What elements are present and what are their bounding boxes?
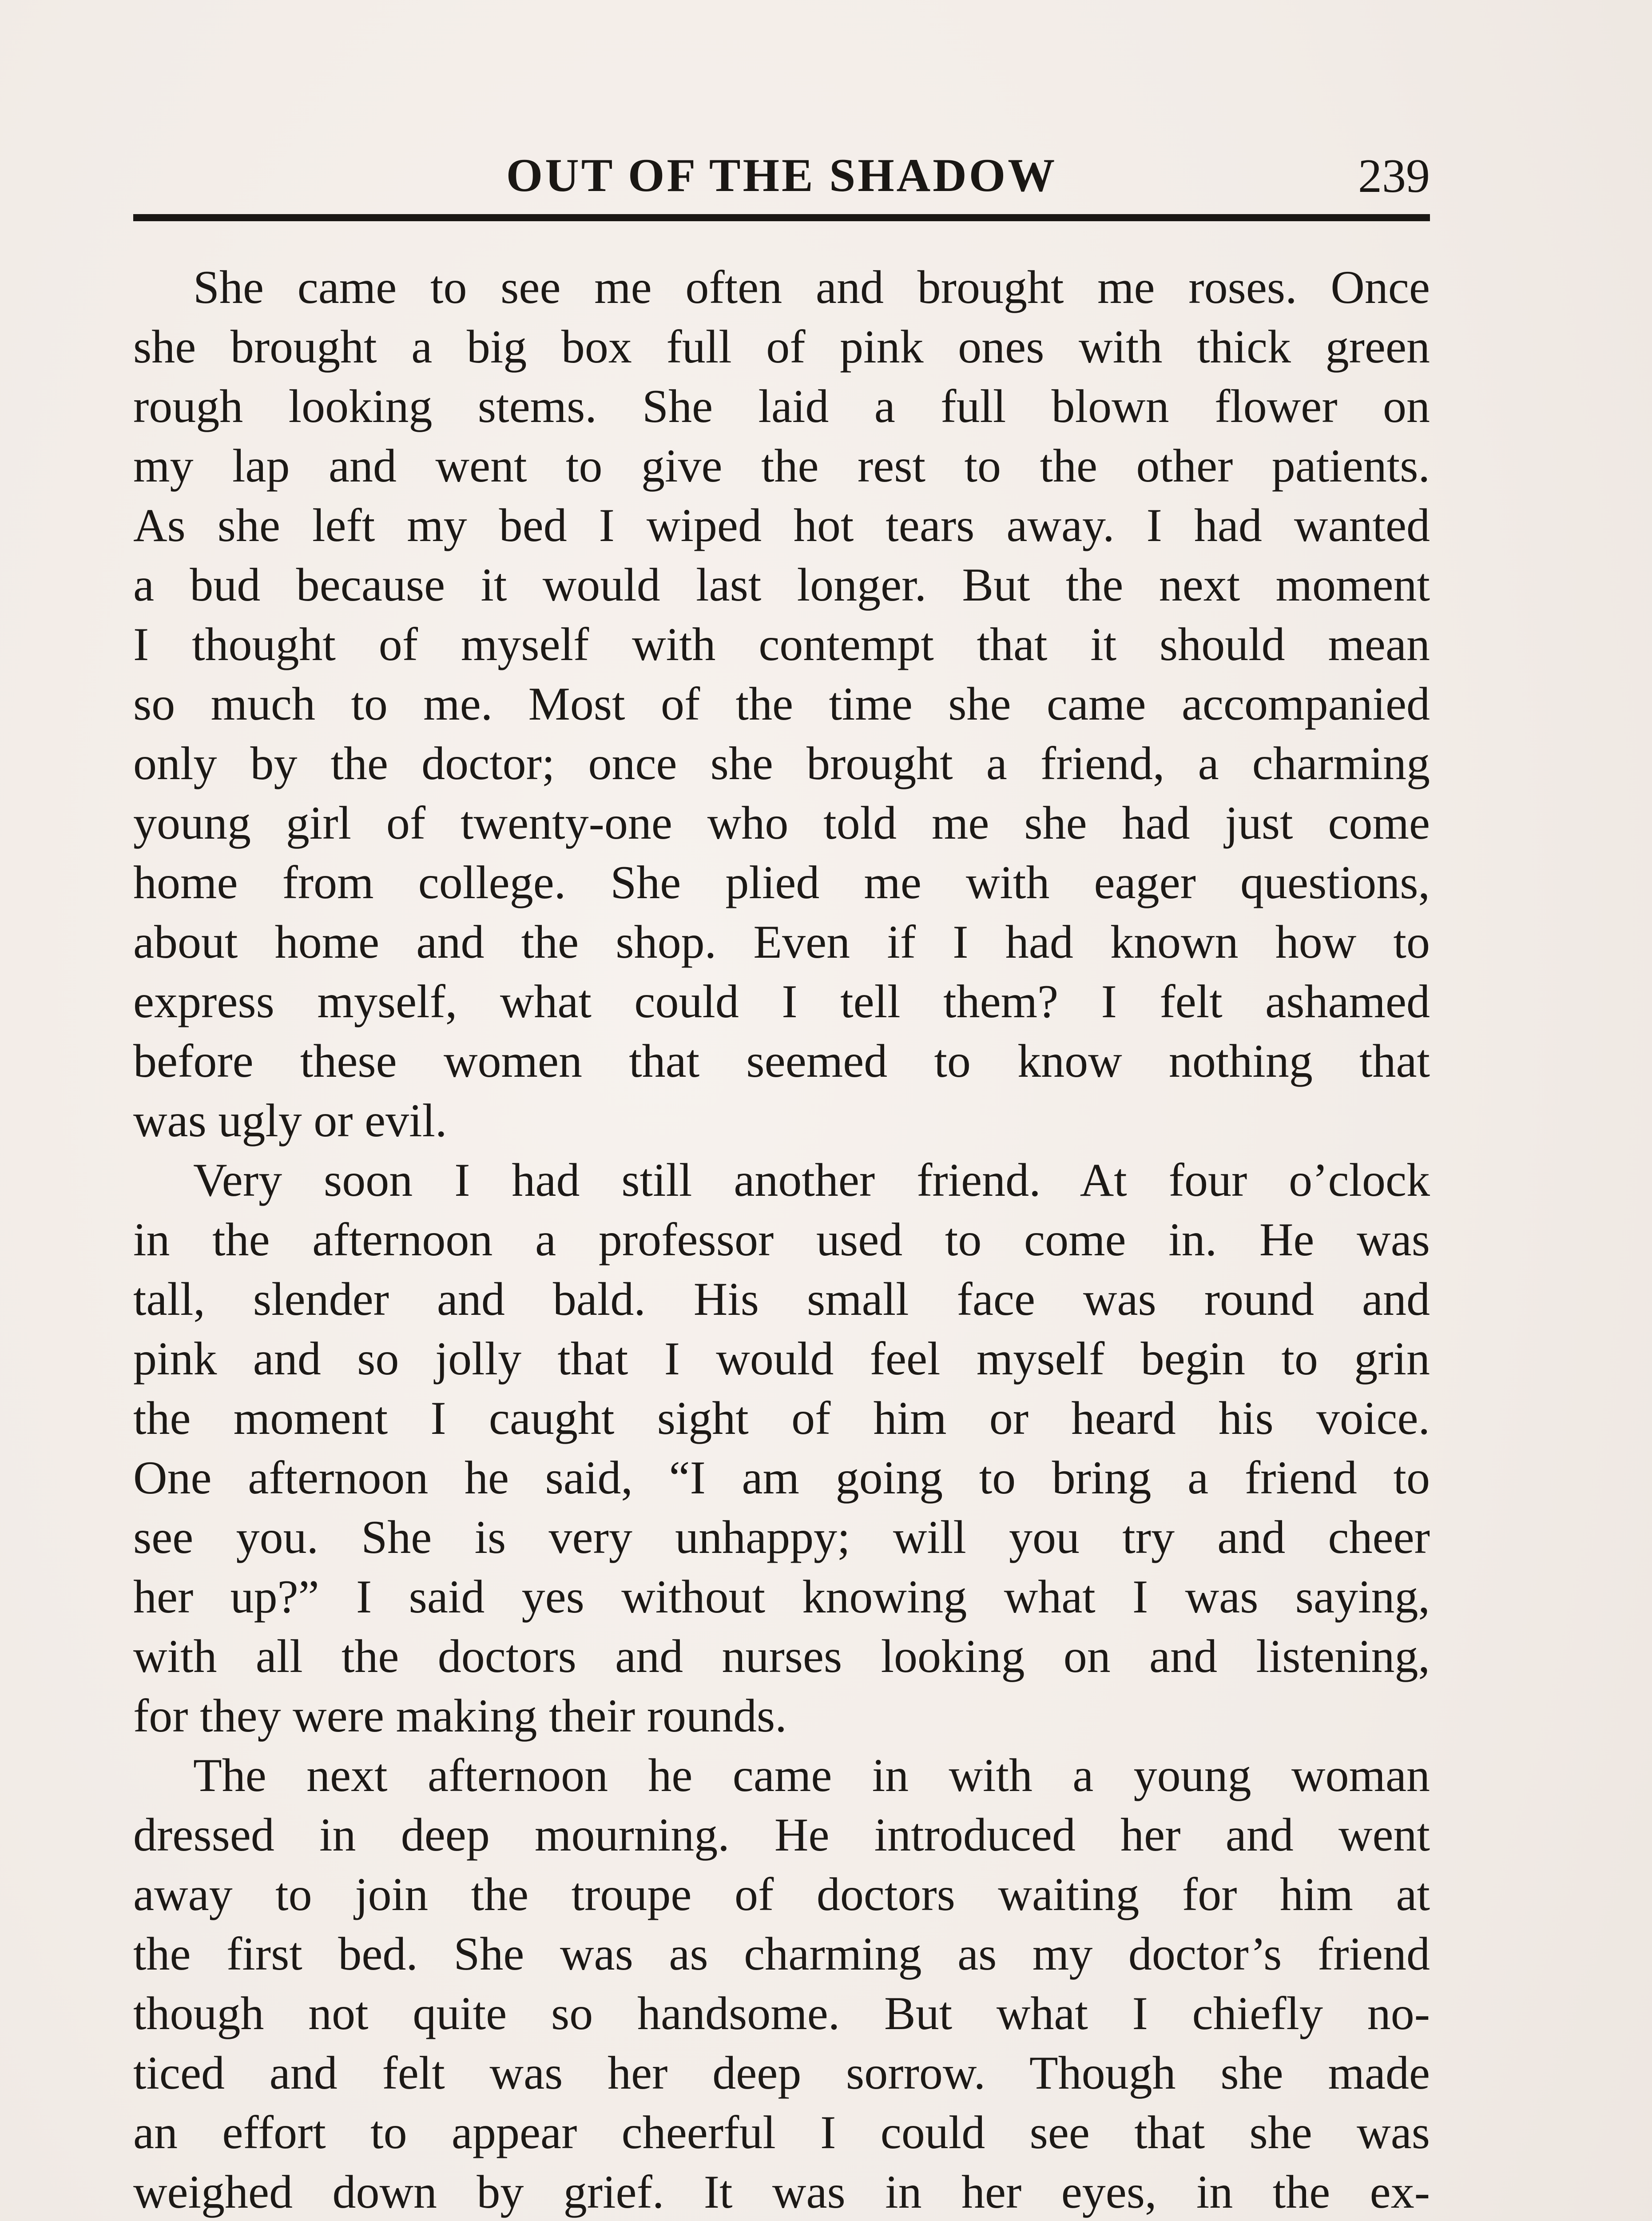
header-rule <box>133 214 1430 221</box>
text-line: Very soon I had still another friend. At four o’clock <box>193 1154 1430 1206</box>
text-line: was ugly or evil. <box>133 1095 447 1146</box>
text-line: an effort to appear cheerful I could see that she was <box>133 2106 1430 2158</box>
text-line: weighed down by grief. It was in her eyes, in the ex- <box>133 2166 1430 2218</box>
text-line: I thought of myself with contempt that it should mean <box>133 618 1430 670</box>
text-line: away to join the troupe of doctors waiting for him at <box>133 1868 1430 1920</box>
text-line: her up?” I said yes without knowing what I was saying, <box>133 1571 1430 1623</box>
text-line: dressed in deep mourning. He introduced her and went <box>133 1809 1430 1861</box>
text-line: for they were making their rounds. <box>133 1690 787 1742</box>
text-line: she brought a big box full of pink ones with thick green <box>133 321 1430 373</box>
text-line: pink and so jolly that I would feel myself begin to grin <box>133 1333 1430 1385</box>
text-line: home from college. She plied me with eager questions, <box>133 856 1430 908</box>
text-line: about home and the shop. Even if I had known how to <box>133 916 1430 968</box>
text-line: a bud because it would last longer. But the next moment <box>133 559 1430 611</box>
text-line: The next afternoon he came in with a young woman <box>193 1749 1430 1801</box>
paragraph-2 <box>133 1150 1430 1746</box>
text-line: with all the doctors and nurses looking on and listening, <box>133 1630 1430 1682</box>
body-text <box>133 258 1430 2221</box>
paragraph-3 <box>133 1746 1430 2221</box>
text-line: ticed and felt was her deep sorrow. Though she made <box>133 2047 1430 2099</box>
text-line: tall, slender and bald. His small face was round and <box>133 1273 1430 1325</box>
page-header <box>133 142 1430 209</box>
text-line: in the afternoon a professor used to come in. He was <box>133 1214 1430 1266</box>
text-line: express myself, what could I tell them? I felt ashamed <box>133 975 1430 1027</box>
text-line: the first bed. She was as charming as my doctor’s friend <box>133 1928 1430 1980</box>
text-line: only by the doctor; once she brought a friend, a charming <box>133 737 1430 789</box>
text-line: though not quite so handsome. But what I chiefly no- <box>133 1987 1430 2039</box>
paragraph-1 <box>133 258 1430 1150</box>
text-line: before these women that seemed to know nothing that <box>133 1035 1430 1087</box>
running-head: OUT OF THE SHADOW <box>506 149 1057 201</box>
text-line: young girl of twenty-one who told me she had just come <box>133 797 1430 849</box>
text-line: my lap and went to give the rest to the other patients. <box>133 440 1430 492</box>
text-line: She came to see me often and brought me roses. Once <box>193 261 1430 313</box>
text-line: the moment I caught sight of him or heard his voice. <box>133 1392 1430 1444</box>
text-line: rough looking stems. She laid a full blown flower on <box>133 380 1430 432</box>
text-line: see you. She is very unhappy; will you try and cheer <box>133 1511 1430 1563</box>
text-line: As she left my bed I wiped hot tears away. I had wanted <box>133 499 1430 551</box>
text-line: so much to me. Most of the time she came accompanied <box>133 678 1430 730</box>
page-number: 239 <box>1358 150 1430 203</box>
text-line: One afternoon he said, “I am going to bring a friend to <box>133 1452 1430 1504</box>
